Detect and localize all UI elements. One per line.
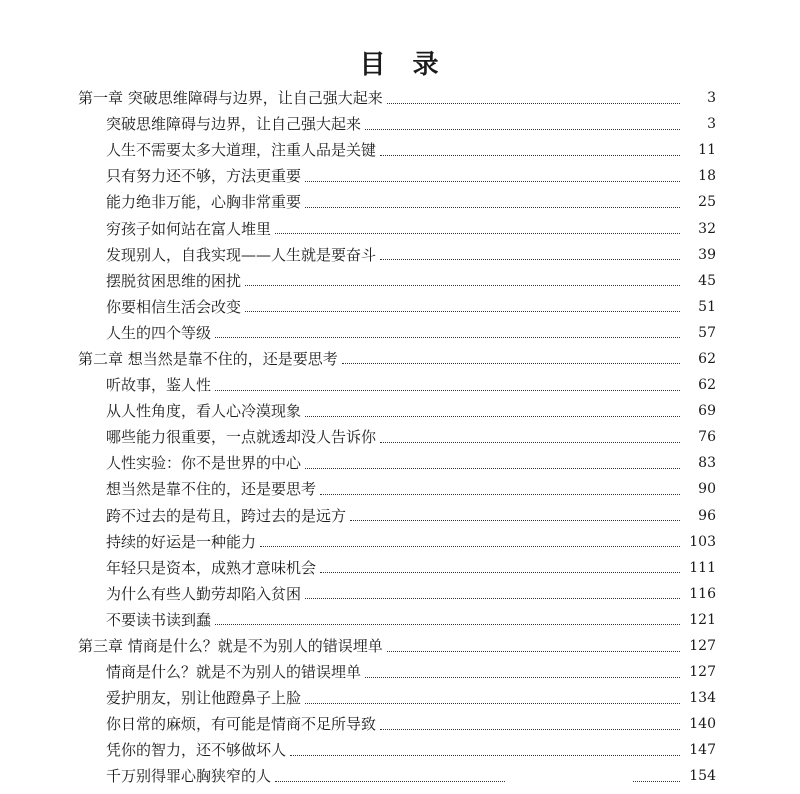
toc-section-entry[interactable] [0, 215, 800, 241]
dot-leader [633, 781, 680, 782]
toc-section-entry[interactable] [0, 294, 800, 320]
page-number: 140 [689, 716, 716, 733]
toc-section-entry[interactable] [0, 685, 800, 711]
toc-chapter-entry[interactable] [0, 633, 800, 659]
page-number: 3 [707, 90, 716, 107]
entry-title: 哪些能力很重要，一点就透却没人告诉你 [106, 428, 377, 447]
page-number: 127 [689, 664, 716, 681]
toc-section-entry[interactable] [0, 163, 800, 189]
dot-leader [305, 207, 680, 208]
dot-leader [275, 233, 680, 234]
toc-chapter-entry[interactable] [0, 346, 800, 372]
dot-leader [305, 416, 680, 417]
toc-section-entry[interactable] [0, 320, 800, 346]
toc-section-entry[interactable] [0, 189, 800, 215]
entry-title: 爱护朋友，别让他蹬鼻子上脸 [106, 689, 302, 708]
entry-title: 穷孩子如何站在富人堆里 [106, 219, 272, 238]
dot-leader [305, 703, 680, 704]
toc-section-entry[interactable] [0, 503, 800, 529]
page-title: 目 录 [359, 50, 441, 80]
page-number: 103 [689, 533, 716, 550]
entry-title: 第一章 突破思维障碍与边界，让自己强大起来 [78, 89, 383, 108]
entry-title: 年轻只是资本，成熟才意味机会 [106, 558, 317, 577]
page-number: 39 [698, 246, 716, 263]
page-number: 111 [689, 559, 716, 576]
page-number: 83 [698, 455, 716, 472]
dot-leader [380, 259, 680, 260]
toc-section-entry[interactable] [0, 398, 800, 424]
page-number: 90 [698, 481, 716, 498]
page-number: 62 [698, 377, 716, 394]
entry-title: 为什么有些人勤劳却陷入贫困 [106, 584, 302, 603]
toc-section-entry[interactable] [0, 529, 800, 555]
toc-section-entry[interactable] [0, 476, 800, 502]
entry-title: 人生的四个等级 [106, 323, 212, 342]
page-number: 69 [698, 403, 716, 420]
page-number: 57 [698, 324, 716, 341]
page-number: 147 [689, 742, 716, 759]
page-number: 3 [707, 116, 716, 133]
entry-title: 情商是什么？就是不为别人的错误埋单 [106, 663, 362, 682]
toc-section-entry[interactable] [0, 581, 800, 607]
dot-leader [387, 103, 680, 104]
entry-title: 持续的好运是一种能力 [106, 532, 257, 551]
page-number: 121 [689, 611, 716, 628]
page-number: 18 [698, 168, 716, 185]
dot-leader [320, 494, 680, 495]
toc-section-entry[interactable] [0, 450, 800, 476]
entry-title: 听故事，鉴人性 [106, 376, 212, 395]
dot-leader [215, 337, 680, 338]
entry-title: 人性实验：你不是世界的中心 [106, 454, 302, 473]
dot-leader [350, 520, 680, 521]
page-number: 154 [689, 768, 716, 785]
toc-section-entry[interactable] [0, 737, 800, 763]
entry-title: 你日常的麻烦，有可能是情商不足所导致 [106, 715, 377, 734]
page-number: 45 [698, 272, 716, 289]
dot-leader [320, 572, 680, 573]
toc-section-entry[interactable] [0, 111, 800, 137]
entry-title: 只有努力还不够，方法更重要 [106, 167, 302, 186]
toc-list [0, 85, 800, 790]
toc-section-entry[interactable] [0, 242, 800, 268]
dot-leader [215, 624, 680, 625]
toc-section-entry[interactable] [0, 424, 800, 450]
page-number: 62 [698, 350, 716, 367]
toc-section-entry[interactable] [0, 659, 800, 685]
entry-title: 凭你的智力，还不够做坏人 [106, 741, 287, 760]
page-number: 134 [689, 690, 716, 707]
dot-leader [290, 755, 680, 756]
entry-title: 发现别人，自我实现——人生就是要奋斗 [106, 245, 377, 264]
entry-title: 你要相信生活会改变 [106, 297, 242, 316]
page-number: 116 [689, 585, 716, 602]
entry-title: 跨不过去的是苟且，跨过去的是远方 [106, 506, 347, 525]
entry-title: 摆脱贫困思维的困扰 [106, 271, 242, 290]
dot-leader [305, 598, 680, 599]
page-number: 96 [698, 507, 716, 524]
dot-leader [380, 729, 680, 730]
entry-title: 人生不需要太多大道理，注重人品是关键 [106, 141, 377, 160]
page-number: 76 [698, 429, 716, 446]
dot-leader [387, 651, 680, 652]
dot-leader [342, 363, 680, 364]
dot-leader [305, 468, 680, 469]
toc-section-entry[interactable] [0, 268, 800, 294]
entry-title: 想当然是靠不住的，还是要思考 [106, 480, 317, 499]
toc-chapter-entry[interactable] [0, 85, 800, 111]
entry-title: 第三章 情商是什么？就是不为别人的错误埋单 [78, 637, 383, 656]
dot-leader [305, 181, 680, 182]
page-number: 11 [698, 142, 716, 159]
page-number: 127 [689, 638, 716, 655]
entry-title: 千万别得罪心胸狭窄的人 [106, 767, 272, 786]
dot-leader [260, 546, 680, 547]
toc-section-entry[interactable] [0, 711, 800, 737]
toc-section-entry[interactable] [0, 763, 800, 789]
entry-title: 突破思维障碍与边界，让自己强大起来 [106, 115, 362, 134]
dot-leader [380, 155, 680, 156]
entry-title: 第二章 想当然是靠不住的，还是要思考 [78, 349, 338, 368]
entry-title: 不要读书读到蠢 [106, 610, 212, 629]
dot-leader [365, 677, 680, 678]
dot-leader [215, 390, 680, 391]
page-number: 32 [698, 220, 716, 237]
dot-leader [245, 311, 680, 312]
toc-section-entry[interactable] [0, 372, 800, 398]
dot-leader [275, 781, 505, 782]
toc-section-entry[interactable] [0, 137, 800, 163]
dot-leader [365, 129, 680, 130]
toc-section-entry[interactable] [0, 607, 800, 633]
entry-title: 能力绝非万能，心胸非常重要 [106, 193, 302, 212]
page-number: 51 [698, 298, 716, 315]
dot-leader [380, 442, 680, 443]
toc-section-entry[interactable] [0, 555, 800, 581]
entry-title: 从人性角度，看人心冷漠现象 [106, 402, 302, 421]
page-number: 25 [698, 194, 716, 211]
dot-leader [245, 285, 680, 286]
